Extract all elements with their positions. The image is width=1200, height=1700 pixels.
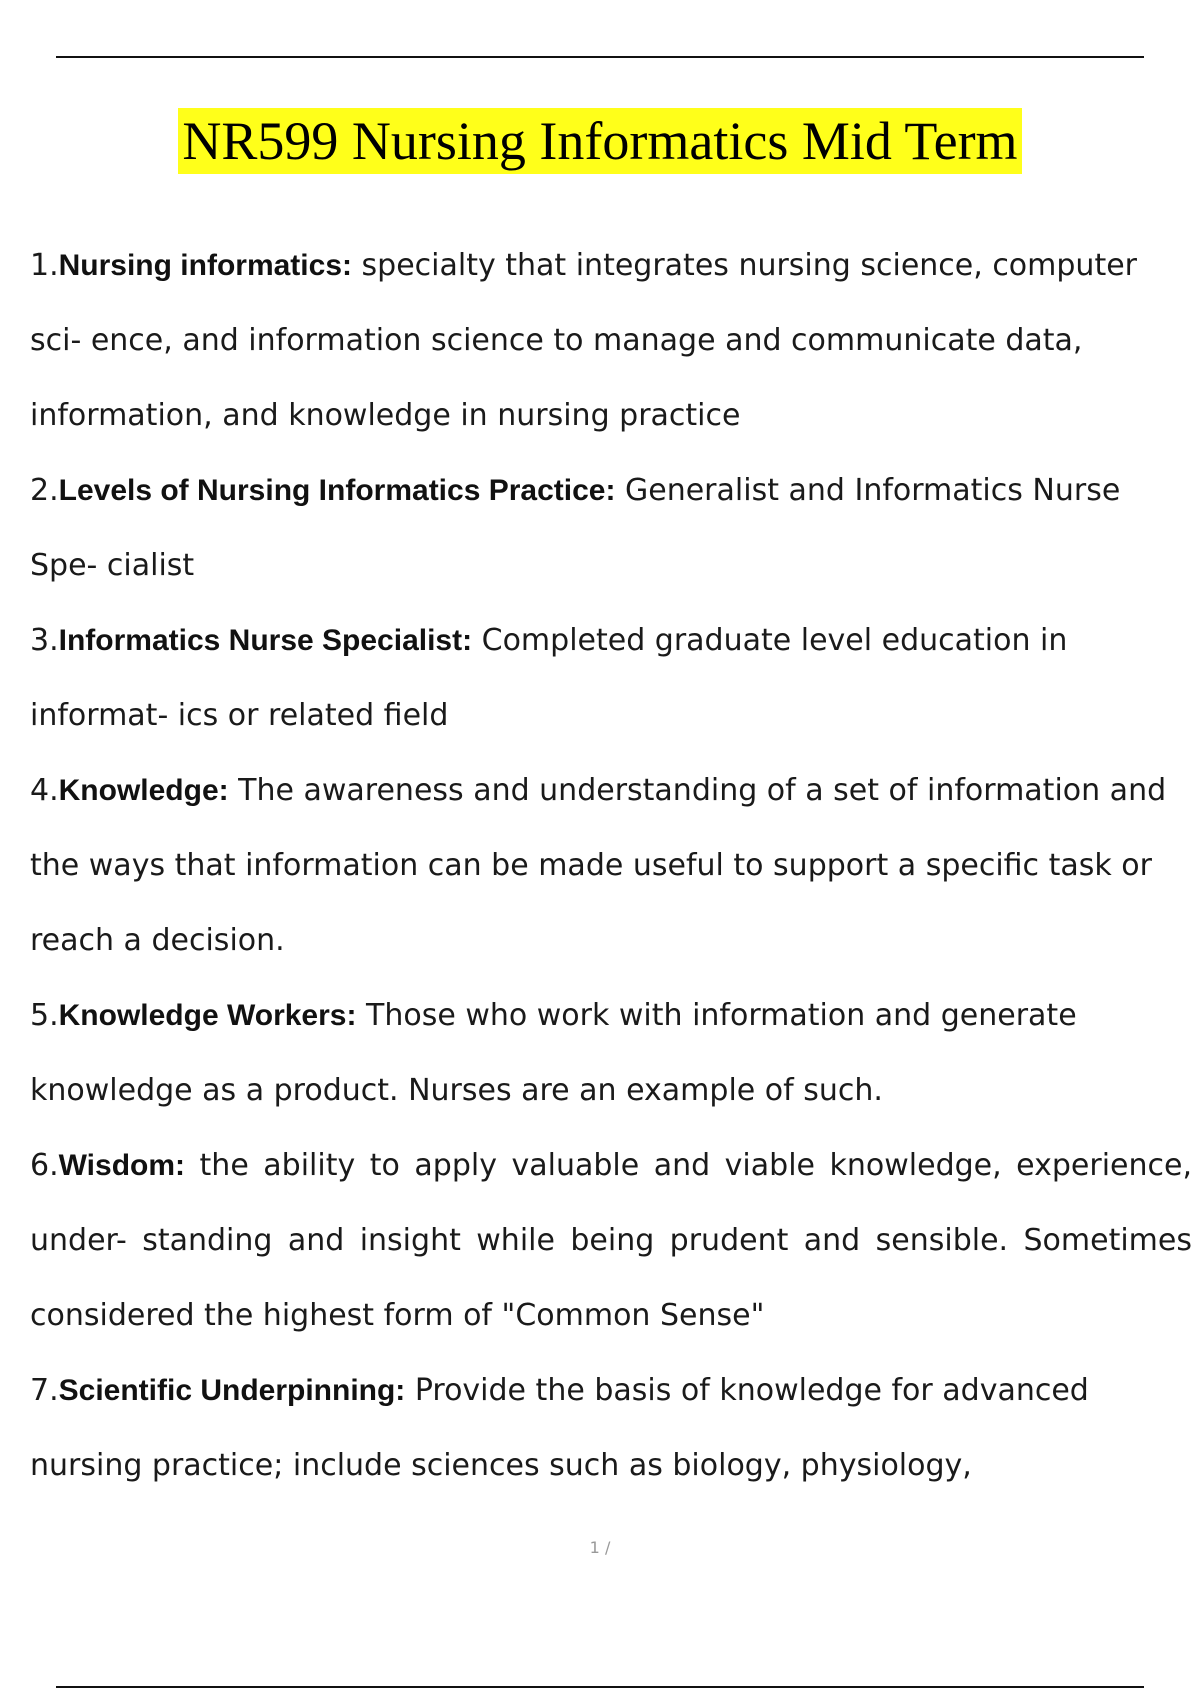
top-divider — [56, 56, 1144, 58]
item-text: The awareness and understanding of a set of information and the ways that information can be made useful to support a specific task or reach a decision. — [30, 773, 1167, 958]
item-text: the ability to apply valuable and viable knowledge, experience, under- standing and insight while being prudent and sensible. Sometimes considered the highest form of "Common Sense" — [30, 1148, 1192, 1333]
item-text: Those who work with information and generate knowledge as a product. Nurses are an example of such. — [30, 998, 1077, 1108]
item-text: Generalist and Informatics Nurse Spe- cialist — [30, 473, 1121, 583]
item-number: 1. — [30, 248, 59, 283]
item-term: Levels of Nursing Informatics Practice: — [58, 474, 616, 507]
item-text: specialty that integrates nursing science, computer sci- ence, and information science to manage and communicate data, information, and knowledge in nursing practice — [30, 248, 1137, 433]
list-item — [30, 753, 1192, 978]
item-text: Completed graduate level education in informat- ics or related field — [30, 623, 1068, 733]
item-text: Provide the basis of knowledge for advanced nursing practice; include sciences such as biology, physiology, — [30, 1373, 1089, 1483]
item-term: Informatics Nurse Specialist: — [58, 624, 473, 657]
bottom-divider — [56, 1686, 1144, 1688]
item-number: 2. — [30, 473, 59, 508]
item-term: Knowledge: — [58, 774, 229, 807]
item-term: Wisdom: — [58, 1149, 186, 1182]
list-item — [30, 603, 1192, 753]
item-number: 3. — [30, 623, 59, 658]
item-term: Nursing informatics: — [58, 249, 352, 282]
item-number: 7. — [30, 1373, 59, 1408]
title-container — [0, 108, 1200, 174]
item-term: Knowledge Workers: — [58, 999, 357, 1032]
item-number: 5. — [30, 998, 59, 1033]
list-item — [30, 1128, 1192, 1353]
list-item — [30, 228, 1192, 453]
item-number: 4. — [30, 773, 59, 808]
page-number: 1 / — [589, 1538, 611, 1557]
list-item — [30, 453, 1192, 603]
definition-list — [30, 228, 1192, 1503]
item-term: Scientific Underpinning: — [58, 1374, 406, 1407]
item-number: 6. — [30, 1148, 59, 1183]
list-item — [30, 1353, 1192, 1503]
document-title: NR599 Nursing Informatics Mid Term — [178, 108, 1021, 174]
list-item — [30, 978, 1192, 1128]
